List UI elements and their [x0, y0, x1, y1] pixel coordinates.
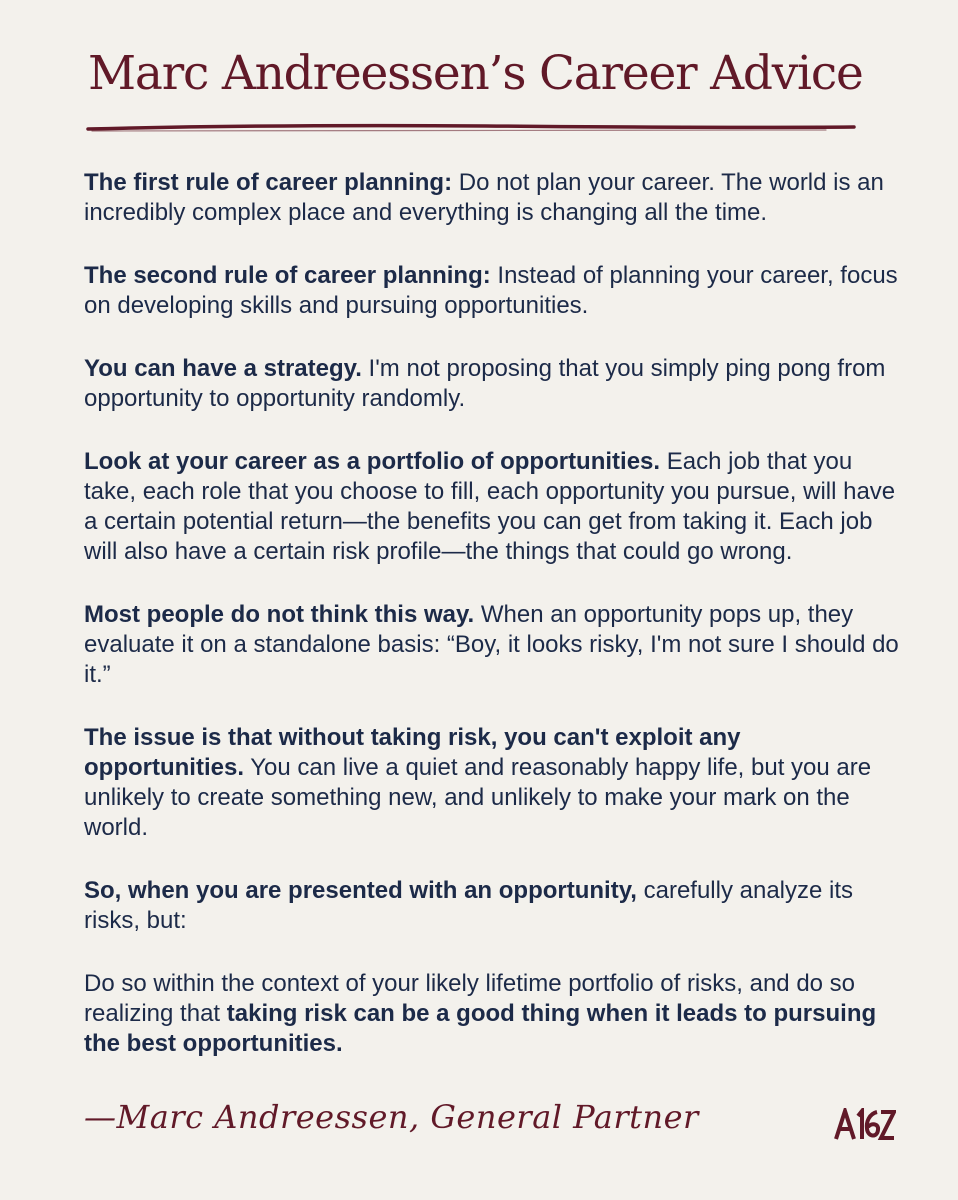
paragraph-text: I'm not proposing that you simply ping pong from opportunity to opportunity randomly.	[84, 355, 886, 412]
paragraph-lead: The issue is that without taking risk, you can't exploit any opportunities.	[84, 724, 741, 781]
paragraph-text: Each job that you take, each role that you choose to fill, each opportunity you pursue, will have a certain potential return—the benefits you can get from taking it. Each job will also have a certain risk profile—the things that could go wrong.	[84, 448, 896, 565]
paragraph-text: Do so within the context of your likely lifetime portfolio of risks, and do so realizing that	[84, 970, 856, 1027]
paragraph-lead: So, when you are presented with an opportunity,	[84, 877, 637, 904]
paragraph-lead: The second rule of career planning:	[84, 262, 491, 289]
paragraph-lead: Most people do not think this way.	[84, 601, 475, 628]
paragraph-portfolio	[84, 447, 904, 567]
paragraph-lead: The first rule of career planning:	[84, 169, 453, 196]
paragraph-bold-conclusion: taking risk can be a good thing when it leads to pursuing the best opportunities.	[84, 1000, 877, 1057]
paragraph-text: When an opportunity pops up, they evaluate it on a standalone basis: “Boy, it looks risky, I'm not sure I should do it.”	[84, 601, 899, 688]
paragraph-second-rule	[84, 261, 904, 321]
paragraph-first-rule	[84, 168, 904, 228]
page-title: Marc Andreessen’s Career Advice	[88, 46, 863, 101]
title-underline	[86, 122, 856, 134]
paragraph-when-presented	[84, 876, 904, 936]
paragraph-text: Do not plan your career. The world is an incredibly complex place and everything is changing all the time.	[84, 169, 884, 226]
paragraph-strategy	[84, 354, 904, 414]
paragraph-lead: You can have a strategy.	[84, 355, 362, 382]
advice-body	[84, 168, 904, 1092]
paragraph-lead: Look at your career as a portfolio of opportunities.	[84, 448, 661, 475]
paragraph-text: carefully analyze its risks, but:	[84, 877, 854, 934]
paragraph-issue	[84, 723, 904, 843]
paragraph-closing	[84, 969, 904, 1059]
paragraph-text: You can live a quiet and reasonably happy life, but you are unlikely to create something new, and unlikely to make your mark on the world.	[84, 754, 872, 841]
a16z-logo	[834, 1108, 896, 1142]
paragraph-text: Instead of planning your career, focus on developing skills and pursuing opportunities.	[84, 262, 898, 319]
paragraph-most-people	[84, 600, 904, 690]
signature: —Marc Andreessen, General Partner	[84, 1098, 699, 1136]
